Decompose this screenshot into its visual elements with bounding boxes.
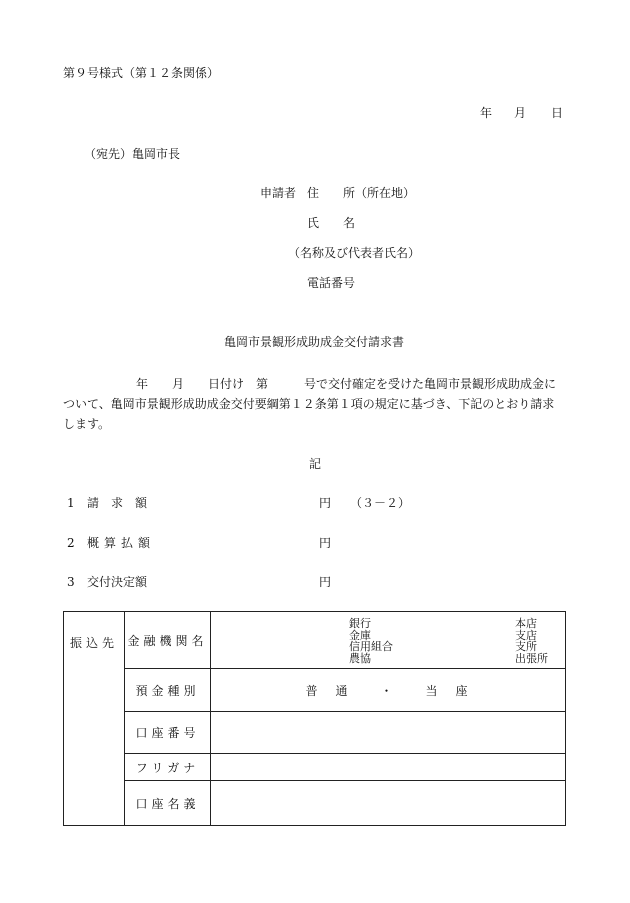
account-number-label: 口座番号 bbox=[125, 712, 211, 754]
item-3-label: 交付決定額 bbox=[87, 575, 148, 589]
item-3-unit: 円 bbox=[319, 575, 332, 589]
branch-type-list bbox=[515, 618, 548, 664]
branch-type-sub-branch: 支所 bbox=[515, 640, 537, 653]
body-line-2: ついて、亀岡市景観形成助成金交付要綱第１２条第１項の規定に基づき、下記のとおり請求 bbox=[63, 397, 555, 411]
bank-transfer-table bbox=[63, 611, 566, 826]
item-1-note: （３－２） bbox=[350, 496, 411, 510]
form-number: 第９号様式（第１２条関係） bbox=[63, 66, 220, 80]
item-1-unit: 円 bbox=[319, 496, 332, 510]
item-2-label: 概算払額 bbox=[87, 536, 156, 550]
item-3-number: 3 bbox=[67, 575, 75, 589]
institution-type-kinko: 金庫 bbox=[349, 628, 371, 642]
institution-type-bank: 銀行 bbox=[349, 617, 371, 630]
institution-type-list bbox=[349, 618, 393, 664]
account-number-field[interactable] bbox=[211, 712, 566, 754]
applicant-name: 氏 名 bbox=[307, 216, 356, 230]
branch-type-head-office: 本店 bbox=[515, 617, 537, 630]
furigana-label: フリガナ bbox=[125, 754, 211, 781]
applicant-phone: 電話番号 bbox=[307, 276, 356, 290]
institution-type-credit-union: 信用組合 bbox=[349, 640, 393, 653]
document-title: 亀岡市景観形成助成金交付請求書 bbox=[224, 335, 405, 349]
branch-type-agency: 出張所 bbox=[515, 651, 548, 665]
institution-field[interactable] bbox=[211, 612, 566, 669]
item-2-unit: 円 bbox=[319, 536, 332, 550]
deposit-type-label: 預金種別 bbox=[125, 669, 211, 712]
furigana-field[interactable] bbox=[211, 754, 566, 781]
institution-type-nokyo: 農協 bbox=[349, 651, 371, 665]
date-year: 年 bbox=[480, 106, 493, 120]
item-2-number: 2 bbox=[67, 536, 75, 550]
date-month: 月 bbox=[514, 106, 527, 120]
body-line-1: 年 月 日付け 第 号で交付確定を受けた亀岡市景観形成助成金に bbox=[136, 377, 557, 391]
deposit-type-options[interactable]: 普 通 ・ 当 座 bbox=[211, 669, 566, 712]
account-name-field[interactable] bbox=[211, 781, 566, 826]
body-line-3: します。 bbox=[63, 417, 111, 431]
account-name-label: 口座名義 bbox=[125, 781, 211, 826]
institution-label: 金融機関名 bbox=[125, 612, 211, 669]
applicant-address: 住 所（所在地） bbox=[307, 186, 416, 200]
date-day: 日 bbox=[551, 106, 564, 120]
applicant-label: 申請者 bbox=[260, 186, 297, 200]
item-1-label: 請 求 額 bbox=[87, 496, 148, 510]
applicant-name-note: （名称及び代表者氏名） bbox=[288, 246, 421, 260]
addressee: （宛先）亀岡市長 bbox=[84, 147, 181, 161]
ki-heading: 記 bbox=[309, 457, 322, 471]
item-1-number: 1 bbox=[67, 496, 75, 510]
branch-type-branch: 支店 bbox=[515, 628, 537, 642]
transfer-destination-label: 振込先 bbox=[64, 612, 125, 826]
